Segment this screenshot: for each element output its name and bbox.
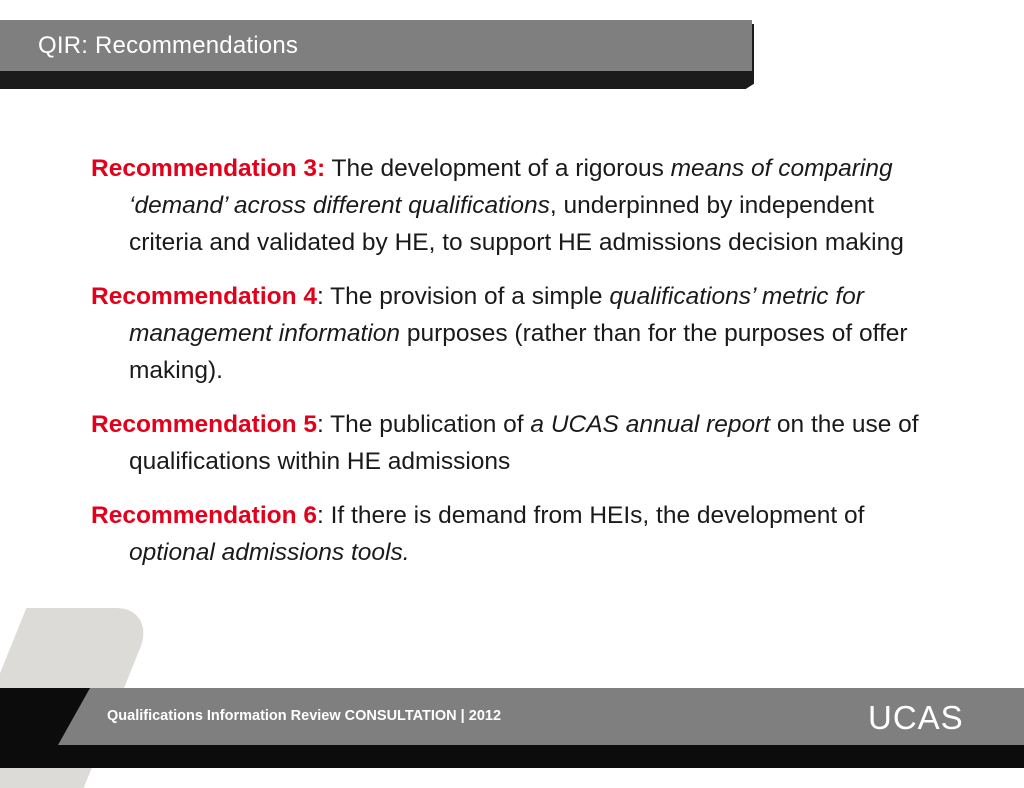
recommendation-label: Recommendation 3: xyxy=(91,155,326,182)
page-title: QIR: Recommendations xyxy=(38,32,299,59)
recommendation-label: Recommendation 5 xyxy=(91,411,317,438)
recommendation-text: The development of a rigorous xyxy=(325,155,671,182)
recommendation-text: on the use of qualifications within HE admissions xyxy=(129,411,919,475)
footer-caption: Qualifications Information Review CONSULTATION | 2012 xyxy=(107,708,502,724)
recommendation-3 xyxy=(91,150,921,261)
recommendation-label: Recommendation 4 xyxy=(91,283,317,310)
recommendation-text: : The publication of xyxy=(317,411,531,438)
recommendation-4 xyxy=(91,278,921,389)
recommendation-text: : If there is demand from HEIs, the development of xyxy=(317,502,865,529)
recommendations-list xyxy=(91,150,921,588)
recommendation-5 xyxy=(91,406,921,480)
ucas-logo: UCAS xyxy=(868,699,964,736)
recommendation-label: Recommendation 6 xyxy=(91,502,317,529)
recommendation-text: purposes (rather than for the purposes of offer making). xyxy=(129,320,908,384)
recommendation-text: : The provision of a simple xyxy=(317,283,610,310)
recommendation-emphasis: means of comparing ‘demand’ across different qualifications xyxy=(129,155,893,219)
recommendation-emphasis: qualifications’ metric for management information xyxy=(129,283,864,347)
recommendation-6 xyxy=(91,497,921,571)
recommendation-emphasis: a UCAS annual report xyxy=(530,411,771,438)
recommendation-emphasis: optional admissions tools. xyxy=(129,539,410,566)
recommendation-text: , underpinned by independent criteria and validated by HE, to support HE admissions decision making xyxy=(129,192,904,256)
